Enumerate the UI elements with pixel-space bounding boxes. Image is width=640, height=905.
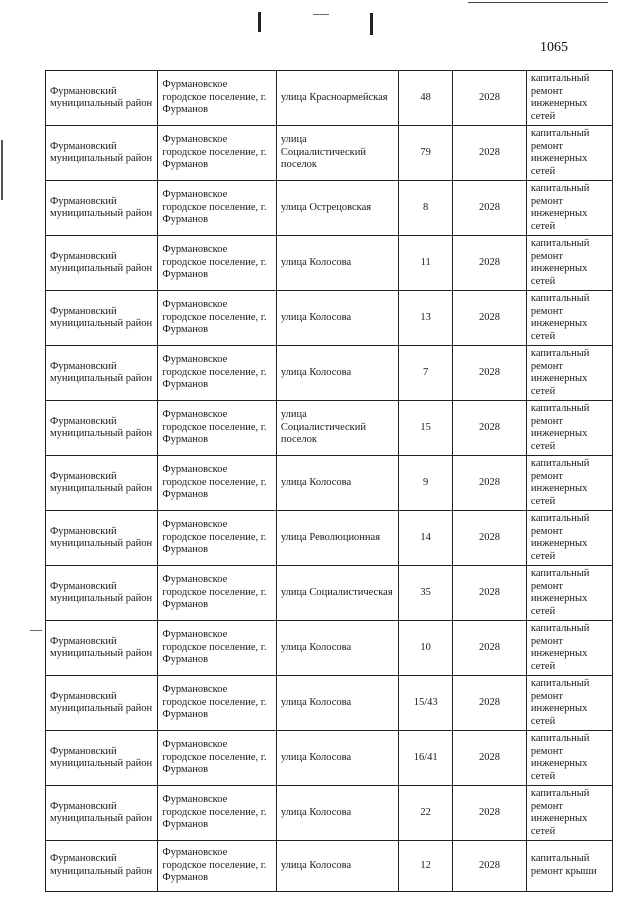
street-cell: улица Красноармейская — [276, 71, 399, 126]
district-cell: Фурмановский муниципальный район — [46, 621, 158, 676]
year-cell: 2028 — [452, 566, 526, 621]
table-body — [46, 71, 613, 892]
table-row — [46, 731, 613, 786]
house-number-cell: 15 — [399, 401, 453, 456]
settlement-cell: Фурмановское городское поселение, г. Фурманов — [158, 126, 276, 181]
house-number-cell: 15/43 — [399, 676, 453, 731]
scan-mark — [258, 12, 261, 32]
house-number-cell: 35 — [399, 566, 453, 621]
district-cell: Фурмановский муниципальный район — [46, 346, 158, 401]
scan-mark — [468, 2, 608, 3]
district-cell: Фурмановский муниципальный район — [46, 236, 158, 291]
year-cell: 2028 — [452, 511, 526, 566]
settlement-cell: Фурмановское городское поселение, г. Фурманов — [158, 401, 276, 456]
scan-mark — [370, 13, 373, 35]
house-number-cell: 8 — [399, 181, 453, 236]
house-number-cell: 79 — [399, 126, 453, 181]
table-row — [46, 566, 613, 621]
table-row — [46, 841, 613, 892]
table-row — [46, 676, 613, 731]
table-row — [46, 236, 613, 291]
street-cell: улица Колосова — [276, 786, 399, 841]
work-type-cell: капитальный ремонт инженерных сетей — [526, 456, 612, 511]
work-type-cell: капитальный ремонт крыши — [526, 841, 612, 892]
year-cell: 2028 — [452, 181, 526, 236]
settlement-cell: Фурмановское городское поселение, г. Фурманов — [158, 731, 276, 786]
settlement-cell: Фурмановское городское поселение, г. Фурманов — [158, 566, 276, 621]
settlement-cell: Фурмановское городское поселение, г. Фурманов — [158, 236, 276, 291]
district-cell: Фурмановский муниципальный район — [46, 511, 158, 566]
house-number-cell: 13 — [399, 291, 453, 346]
year-cell: 2028 — [452, 621, 526, 676]
settlement-cell: Фурмановское городское поселение, г. Фурманов — [158, 676, 276, 731]
house-number-cell: 14 — [399, 511, 453, 566]
district-cell: Фурмановский муниципальный район — [46, 731, 158, 786]
scan-mark — [313, 14, 329, 15]
work-type-cell: капитальный ремонт инженерных сетей — [526, 126, 612, 181]
table-row — [46, 786, 613, 841]
work-type-cell: капитальный ремонт инженерных сетей — [526, 401, 612, 456]
work-type-cell: капитальный ремонт инженерных сетей — [526, 511, 612, 566]
work-type-cell: капитальный ремонт инженерных сетей — [526, 346, 612, 401]
work-type-cell: капитальный ремонт инженерных сетей — [526, 71, 612, 126]
street-cell: улица Социалистическая — [276, 566, 399, 621]
work-type-cell: капитальный ремонт инженерных сетей — [526, 676, 612, 731]
street-cell: улица Революционная — [276, 511, 399, 566]
year-cell: 2028 — [452, 676, 526, 731]
settlement-cell: Фурмановское городское поселение, г. Фурманов — [158, 621, 276, 676]
house-number-cell: 9 — [399, 456, 453, 511]
house-number-cell: 22 — [399, 786, 453, 841]
house-number-cell: 48 — [399, 71, 453, 126]
year-cell: 2028 — [452, 346, 526, 401]
capital-repair-table — [45, 70, 613, 892]
house-number-cell: 12 — [399, 841, 453, 892]
year-cell: 2028 — [452, 731, 526, 786]
table-row — [46, 511, 613, 566]
table-row — [46, 346, 613, 401]
settlement-cell: Фурмановское городское поселение, г. Фурманов — [158, 291, 276, 346]
work-type-cell: капитальный ремонт инженерных сетей — [526, 731, 612, 786]
house-number-cell: 11 — [399, 236, 453, 291]
street-cell: улица Колосова — [276, 841, 399, 892]
scan-edge-mark — [30, 630, 42, 631]
work-type-cell: капитальный ремонт инженерных сетей — [526, 621, 612, 676]
table-row — [46, 621, 613, 676]
scan-artifacts — [0, 0, 640, 40]
settlement-cell: Фурмановское городское поселение, г. Фурманов — [158, 346, 276, 401]
work-type-cell: капитальный ремонт инженерных сетей — [526, 236, 612, 291]
house-number-cell: 10 — [399, 621, 453, 676]
year-cell: 2028 — [452, 291, 526, 346]
street-cell: улица Колосова — [276, 456, 399, 511]
street-cell: улица Социалистический поселок — [276, 401, 399, 456]
settlement-cell: Фурмановское городское поселение, г. Фурманов — [158, 786, 276, 841]
table-row — [46, 181, 613, 236]
year-cell: 2028 — [452, 456, 526, 511]
year-cell: 2028 — [452, 236, 526, 291]
street-cell: улица Острецовская — [276, 181, 399, 236]
street-cell: улица Колосова — [276, 291, 399, 346]
district-cell: Фурмановский муниципальный район — [46, 841, 158, 892]
settlement-cell: Фурмановское городское поселение, г. Фурманов — [158, 71, 276, 126]
street-cell: улица Социалистический поселок — [276, 126, 399, 181]
table-row — [46, 456, 613, 511]
page-number: 1065 — [540, 40, 568, 55]
year-cell: 2028 — [452, 786, 526, 841]
street-cell: улица Колосова — [276, 731, 399, 786]
district-cell: Фурмановский муниципальный район — [46, 126, 158, 181]
district-cell: Фурмановский муниципальный район — [46, 786, 158, 841]
work-type-cell: капитальный ремонт инженерных сетей — [526, 291, 612, 346]
settlement-cell: Фурмановское городское поселение, г. Фурманов — [158, 456, 276, 511]
settlement-cell: Фурмановское городское поселение, г. Фурманов — [158, 511, 276, 566]
house-number-cell: 16/41 — [399, 731, 453, 786]
table-row — [46, 291, 613, 346]
district-cell: Фурмановский муниципальный район — [46, 291, 158, 346]
street-cell: улица Колосова — [276, 346, 399, 401]
year-cell: 2028 — [452, 71, 526, 126]
work-type-cell: капитальный ремонт инженерных сетей — [526, 181, 612, 236]
work-type-cell: капитальный ремонт инженерных сетей — [526, 786, 612, 841]
district-cell: Фурмановский муниципальный район — [46, 566, 158, 621]
table-row — [46, 126, 613, 181]
district-cell: Фурмановский муниципальный район — [46, 181, 158, 236]
street-cell: улица Колосова — [276, 236, 399, 291]
work-type-cell: капитальный ремонт инженерных сетей — [526, 566, 612, 621]
settlement-cell: Фурмановское городское поселение, г. Фурманов — [158, 181, 276, 236]
street-cell: улица Колосова — [276, 676, 399, 731]
table-row — [46, 71, 613, 126]
settlement-cell: Фурмановское городское поселение, г. Фурманов — [158, 841, 276, 892]
district-cell: Фурмановский муниципальный район — [46, 456, 158, 511]
district-cell: Фурмановский муниципальный район — [46, 401, 158, 456]
district-cell: Фурмановский муниципальный район — [46, 676, 158, 731]
year-cell: 2028 — [452, 401, 526, 456]
district-cell: Фурмановский муниципальный район — [46, 71, 158, 126]
table-row — [46, 401, 613, 456]
year-cell: 2028 — [452, 841, 526, 892]
street-cell: улица Колосова — [276, 621, 399, 676]
year-cell: 2028 — [452, 126, 526, 181]
scan-edge-mark — [1, 140, 3, 200]
house-number-cell: 7 — [399, 346, 453, 401]
